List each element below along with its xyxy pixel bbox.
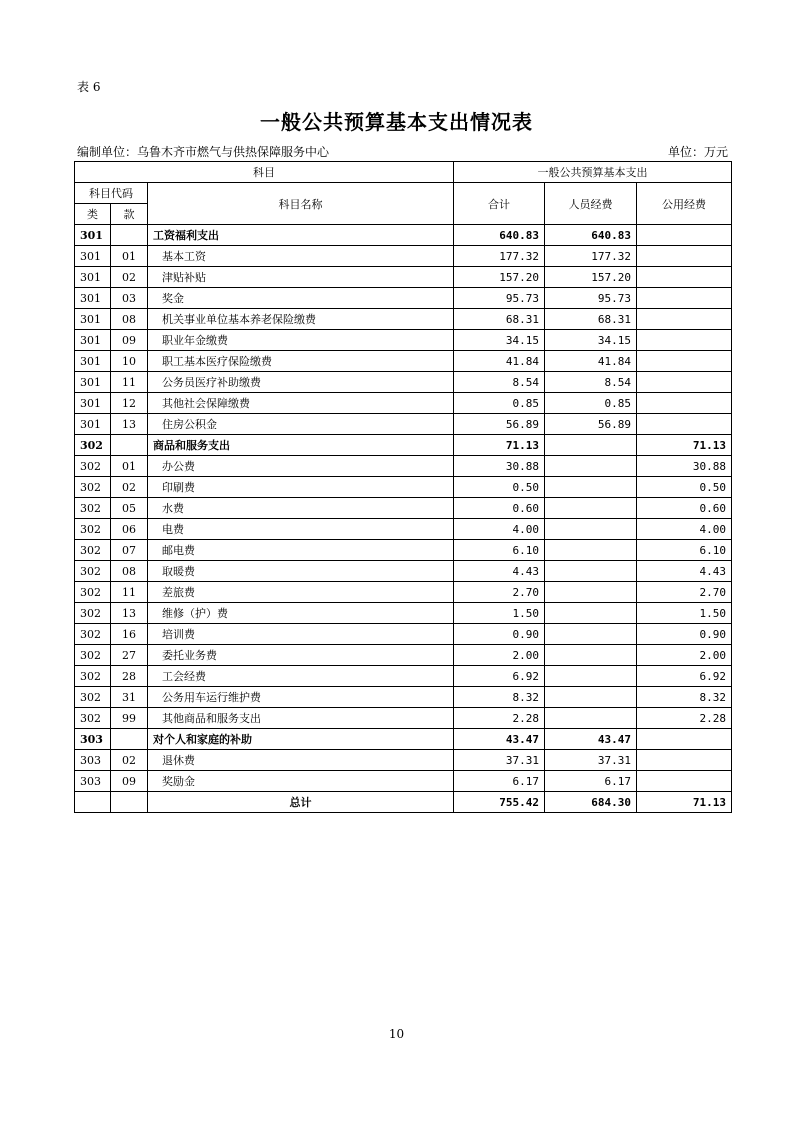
header-item: 款 — [111, 204, 148, 225]
cell-category: 301 — [75, 309, 111, 330]
table-row — [75, 309, 732, 330]
cell-public: 6.10 — [637, 540, 732, 561]
table-group-row — [75, 435, 732, 456]
cell-item: 09 — [111, 330, 148, 351]
cell-personnel — [545, 666, 637, 687]
table-row — [75, 603, 732, 624]
cell-name: 奖励金 — [148, 771, 454, 792]
cell-public: 4.43 — [637, 561, 732, 582]
cell-public: 2.70 — [637, 582, 732, 603]
cell-item: 99 — [111, 708, 148, 729]
cell-name: 差旅费 — [148, 582, 454, 603]
cell-total: 6.17 — [454, 771, 545, 792]
cell-category: 301 — [75, 351, 111, 372]
cell-public — [637, 414, 732, 435]
cell-total: 0.90 — [454, 624, 545, 645]
cell-total: 6.92 — [454, 666, 545, 687]
cell-category: 301 — [75, 225, 111, 246]
cell-personnel: 6.17 — [545, 771, 637, 792]
cell-name: 委托业务费 — [148, 645, 454, 666]
budget-table — [74, 161, 732, 813]
table-row — [75, 393, 732, 414]
cell-total: 30.88 — [454, 456, 545, 477]
table-row — [75, 582, 732, 603]
cell-personnel — [545, 687, 637, 708]
page-number: 10 — [388, 1027, 405, 1041]
cell-public: 0.60 — [637, 498, 732, 519]
cell-total: 56.89 — [454, 414, 545, 435]
cell-public — [637, 393, 732, 414]
cell-name: 商品和服务支出 — [148, 435, 454, 456]
cell-total: 1.50 — [454, 603, 545, 624]
header-category: 类 — [75, 204, 111, 225]
table-row — [75, 750, 732, 771]
cell-category: 302 — [75, 666, 111, 687]
cell-personnel: 41.84 — [545, 351, 637, 372]
cell-item: 11 — [111, 582, 148, 603]
cell-item: 31 — [111, 687, 148, 708]
table-row — [75, 477, 732, 498]
cell-personnel — [545, 456, 637, 477]
cell-public — [637, 330, 732, 351]
cell-total: 37.31 — [454, 750, 545, 771]
cell-item: 28 — [111, 666, 148, 687]
cell-total: 4.43 — [454, 561, 545, 582]
organization-label: 编制单位：乌鲁木齐市燃气与供热保障服务中心 — [77, 145, 330, 159]
cell-category: 302 — [75, 498, 111, 519]
cell-item — [111, 225, 148, 246]
cell-personnel — [545, 603, 637, 624]
cell-item: 13 — [111, 414, 148, 435]
cell-category: 303 — [75, 729, 111, 750]
cell-personnel — [545, 435, 637, 456]
cell-category: 302 — [75, 477, 111, 498]
cell-item: 11 — [111, 372, 148, 393]
cell-item: 01 — [111, 246, 148, 267]
cell-public — [637, 351, 732, 372]
cell-item: 08 — [111, 561, 148, 582]
summary-empty-item — [111, 792, 148, 813]
table-row — [75, 288, 732, 309]
cell-public — [637, 729, 732, 750]
cell-category: 302 — [75, 603, 111, 624]
summary-label: 总计 — [148, 792, 454, 813]
cell-category: 302 — [75, 540, 111, 561]
header-code: 科目代码 — [75, 183, 148, 204]
cell-personnel — [545, 582, 637, 603]
table-row — [75, 267, 732, 288]
cell-total: 0.85 — [454, 393, 545, 414]
cell-item: 08 — [111, 309, 148, 330]
cell-personnel — [545, 645, 637, 666]
cell-name: 取暖费 — [148, 561, 454, 582]
cell-item: 02 — [111, 477, 148, 498]
cell-personnel — [545, 498, 637, 519]
cell-public: 30.88 — [637, 456, 732, 477]
cell-total: 2.28 — [454, 708, 545, 729]
cell-personnel — [545, 561, 637, 582]
cell-personnel — [545, 708, 637, 729]
cell-category: 302 — [75, 519, 111, 540]
table-row — [75, 498, 732, 519]
cell-name: 退休费 — [148, 750, 454, 771]
table-row — [75, 414, 732, 435]
table-row — [75, 519, 732, 540]
table-row — [75, 246, 732, 267]
table-row — [75, 351, 732, 372]
cell-public — [637, 246, 732, 267]
cell-name: 其他商品和服务支出 — [148, 708, 454, 729]
cell-total: 4.00 — [454, 519, 545, 540]
cell-name: 职业年金缴费 — [148, 330, 454, 351]
cell-name: 奖金 — [148, 288, 454, 309]
cell-category: 303 — [75, 771, 111, 792]
cell-public: 2.00 — [637, 645, 732, 666]
cell-category: 302 — [75, 456, 111, 477]
cell-total: 2.00 — [454, 645, 545, 666]
cell-name: 对个人和家庭的补助 — [148, 729, 454, 750]
cell-name: 工会经费 — [148, 666, 454, 687]
cell-category: 301 — [75, 330, 111, 351]
unit-label: 单位：万元 — [667, 145, 728, 159]
cell-item: 06 — [111, 519, 148, 540]
cell-public: 0.50 — [637, 477, 732, 498]
cell-personnel: 177.32 — [545, 246, 637, 267]
table-row — [75, 708, 732, 729]
cell-total: 71.13 — [454, 435, 545, 456]
cell-personnel: 8.54 — [545, 372, 637, 393]
cell-item: 03 — [111, 288, 148, 309]
table-row — [75, 540, 732, 561]
cell-public: 4.00 — [637, 519, 732, 540]
cell-public: 2.28 — [637, 708, 732, 729]
cell-category: 302 — [75, 624, 111, 645]
header-public: 公用经费 — [637, 183, 732, 225]
cell-category: 301 — [75, 414, 111, 435]
cell-personnel: 37.31 — [545, 750, 637, 771]
cell-name: 职工基本医疗保险缴费 — [148, 351, 454, 372]
cell-total: 0.60 — [454, 498, 545, 519]
cell-public: 71.13 — [637, 435, 732, 456]
cell-item: 12 — [111, 393, 148, 414]
table-row — [75, 330, 732, 351]
cell-personnel — [545, 477, 637, 498]
cell-name: 基本工资 — [148, 246, 454, 267]
cell-item: 13 — [111, 603, 148, 624]
cell-public — [637, 771, 732, 792]
summary-total: 755.42 — [454, 792, 545, 813]
cell-total: 41.84 — [454, 351, 545, 372]
cell-item: 09 — [111, 771, 148, 792]
cell-personnel: 56.89 — [545, 414, 637, 435]
table-row — [75, 372, 732, 393]
cell-item: 10 — [111, 351, 148, 372]
cell-item: 07 — [111, 540, 148, 561]
cell-personnel — [545, 540, 637, 561]
summary-row — [75, 792, 732, 813]
header-general-basic: 一般公共预算基本支出 — [454, 162, 732, 183]
table-group-row — [75, 729, 732, 750]
cell-category: 302 — [75, 687, 111, 708]
table-row — [75, 771, 732, 792]
cell-total: 8.54 — [454, 372, 545, 393]
header-subject: 科目 — [75, 162, 454, 183]
cell-personnel: 43.47 — [545, 729, 637, 750]
header-personnel: 人员经费 — [545, 183, 637, 225]
cell-total: 0.50 — [454, 477, 545, 498]
cell-personnel: 95.73 — [545, 288, 637, 309]
cell-total: 8.32 — [454, 687, 545, 708]
table-row — [75, 624, 732, 645]
cell-personnel — [545, 519, 637, 540]
cell-name: 津贴补贴 — [148, 267, 454, 288]
cell-name: 培训费 — [148, 624, 454, 645]
cell-category: 301 — [75, 246, 111, 267]
table-group-row — [75, 225, 732, 246]
cell-category: 302 — [75, 582, 111, 603]
cell-total: 177.32 — [454, 246, 545, 267]
cell-name: 维修（护）费 — [148, 603, 454, 624]
cell-total: 43.47 — [454, 729, 545, 750]
cell-category: 303 — [75, 750, 111, 771]
cell-name: 邮电费 — [148, 540, 454, 561]
cell-category: 302 — [75, 645, 111, 666]
cell-total: 2.70 — [454, 582, 545, 603]
cell-name: 电费 — [148, 519, 454, 540]
cell-category: 302 — [75, 561, 111, 582]
cell-personnel: 157.20 — [545, 267, 637, 288]
cell-item — [111, 729, 148, 750]
cell-name: 公务用车运行维护费 — [148, 687, 454, 708]
cell-public — [637, 309, 732, 330]
cell-category: 301 — [75, 372, 111, 393]
table-row — [75, 666, 732, 687]
cell-name: 办公费 — [148, 456, 454, 477]
cell-personnel — [545, 624, 637, 645]
cell-total: 640.83 — [454, 225, 545, 246]
cell-personnel: 640.83 — [545, 225, 637, 246]
cell-name: 公务员医疗补助缴费 — [148, 372, 454, 393]
summary-empty-cat — [75, 792, 111, 813]
cell-name: 印刷费 — [148, 477, 454, 498]
page-title: 一般公共预算基本支出情况表 — [260, 110, 533, 134]
cell-public — [637, 372, 732, 393]
cell-public — [637, 288, 732, 309]
table-number: 表 6 — [77, 80, 101, 94]
cell-public: 8.32 — [637, 687, 732, 708]
cell-category: 302 — [75, 435, 111, 456]
cell-name: 机关事业单位基本养老保险缴费 — [148, 309, 454, 330]
header-name: 科目名称 — [148, 183, 454, 225]
cell-name: 工资福利支出 — [148, 225, 454, 246]
cell-item: 27 — [111, 645, 148, 666]
cell-total: 157.20 — [454, 267, 545, 288]
cell-item: 02 — [111, 267, 148, 288]
cell-category: 301 — [75, 288, 111, 309]
table-row — [75, 456, 732, 477]
cell-name: 其他社会保障缴费 — [148, 393, 454, 414]
cell-total: 68.31 — [454, 309, 545, 330]
summary-personnel: 684.30 — [545, 792, 637, 813]
cell-personnel: 68.31 — [545, 309, 637, 330]
cell-category: 301 — [75, 267, 111, 288]
cell-public — [637, 267, 732, 288]
cell-name: 水费 — [148, 498, 454, 519]
table-row — [75, 645, 732, 666]
cell-item: 02 — [111, 750, 148, 771]
cell-name: 住房公积金 — [148, 414, 454, 435]
cell-personnel: 0.85 — [545, 393, 637, 414]
cell-public: 0.90 — [637, 624, 732, 645]
cell-public — [637, 750, 732, 771]
cell-category: 301 — [75, 393, 111, 414]
cell-public: 1.50 — [637, 603, 732, 624]
cell-category: 302 — [75, 708, 111, 729]
summary-public: 71.13 — [637, 792, 732, 813]
table-row — [75, 561, 732, 582]
table-row — [75, 687, 732, 708]
cell-item: 05 — [111, 498, 148, 519]
table-body — [75, 225, 732, 792]
cell-item: 01 — [111, 456, 148, 477]
cell-public — [637, 225, 732, 246]
cell-total: 34.15 — [454, 330, 545, 351]
cell-public: 6.92 — [637, 666, 732, 687]
header-total: 合计 — [454, 183, 545, 225]
cell-total: 95.73 — [454, 288, 545, 309]
cell-personnel: 34.15 — [545, 330, 637, 351]
cell-item: 16 — [111, 624, 148, 645]
cell-total: 6.10 — [454, 540, 545, 561]
cell-item — [111, 435, 148, 456]
